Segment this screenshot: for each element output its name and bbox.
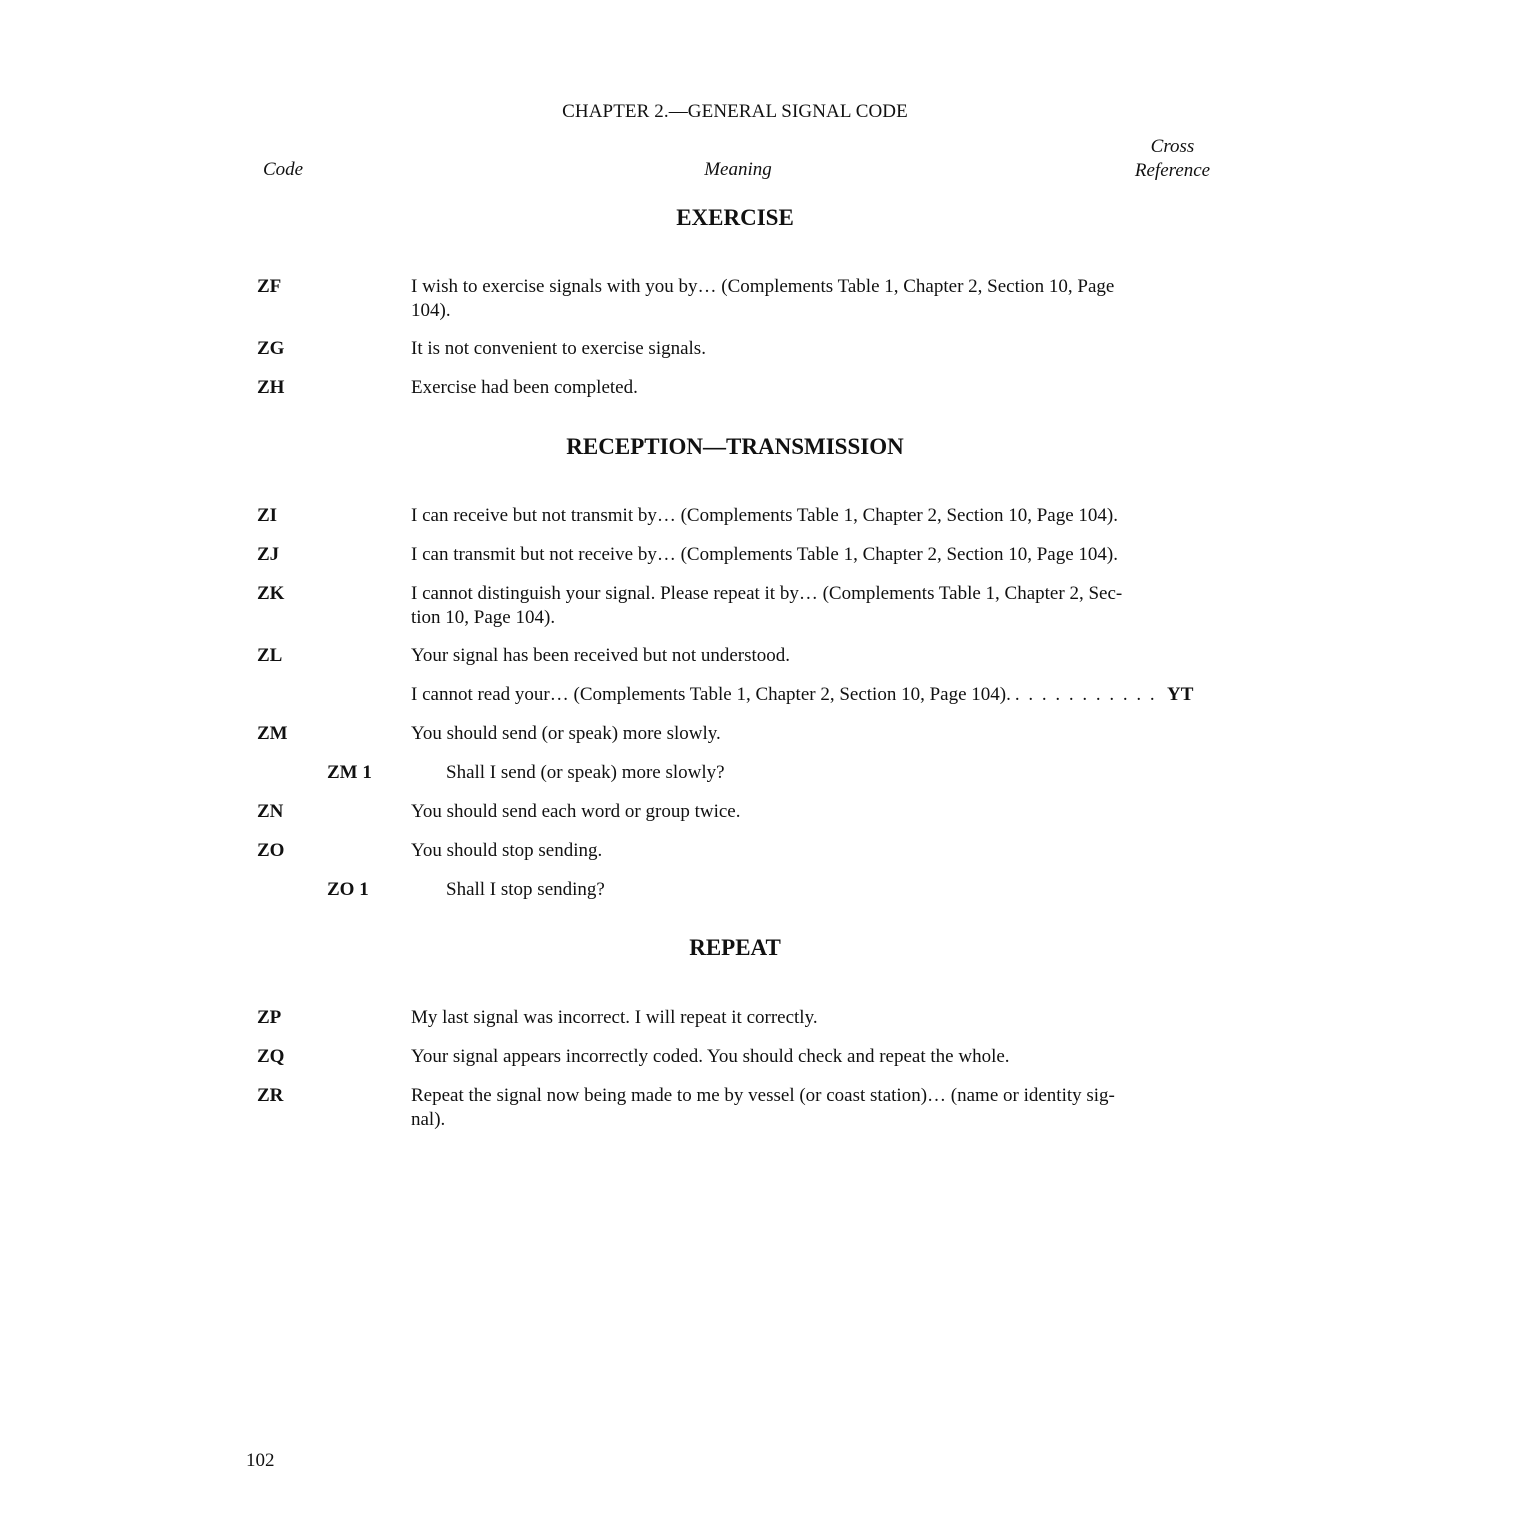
signal-code: ZO 1	[327, 879, 369, 900]
signal-meaning: My last signal was incorrect. I will repeat it correctly.	[411, 1007, 818, 1028]
signal-meaning: Exercise had been completed.	[411, 377, 638, 398]
signal-code: ZO	[257, 840, 285, 861]
signal-code: ZJ	[257, 544, 280, 565]
signal-meaning: Your signal appears incorrectly coded. You should check and repeat the whole.	[411, 1046, 1010, 1067]
signal-code: ZL	[257, 645, 283, 666]
column-header-code: Code	[263, 159, 304, 180]
signal-meaning: I cannot distinguish your signal. Please repeat it by… (Complements Table 1, Chapter 2, Sec-tion 10, Page 104).	[411, 583, 1123, 628]
signal-meaning: You should send each word or group twice.	[411, 801, 741, 822]
signal-meaning: Repeat the signal now being made to me by vessel (or coast station)… (name or identity sig-nal).	[411, 1085, 1115, 1130]
signal-code: ZQ	[257, 1046, 285, 1067]
signal-code: ZP	[257, 1007, 282, 1028]
section-heading-exercise: EXERCISE	[676, 205, 794, 230]
signal-code: ZM 1	[327, 762, 372, 783]
signal-meaning: You should stop sending.	[411, 840, 603, 861]
signal-meaning: Shall I send (or speak) more slowly?	[446, 762, 725, 783]
cross-reference-code: YT	[1167, 684, 1194, 705]
dot-leader: . . . . . . . . . . .	[1014, 684, 1157, 705]
signal-meaning: You should send (or speak) more slowly.	[411, 723, 721, 744]
signal-meaning: I can receive but not transmit by… (Complements Table 1, Chapter 2, Section 10, Page 104).	[411, 505, 1118, 526]
signal-code: ZN	[257, 801, 284, 822]
cross-reference-line-2: Reference	[1134, 160, 1211, 181]
signal-meaning-text: I cannot read your… (Complements Table 1, Chapter 2, Section 10, Page 104).	[411, 684, 1011, 705]
signal-meaning	[411, 683, 1157, 707]
signal-code: ZM	[257, 723, 288, 744]
cross-reference-line-1: Cross	[1150, 136, 1195, 157]
signal-meaning: It is not convenient to exercise signals.	[411, 338, 706, 359]
page-number: 102	[246, 1450, 275, 1471]
chapter-title: CHAPTER 2.—GENERAL SIGNAL CODE	[562, 101, 908, 122]
signal-code: ZF	[257, 276, 282, 297]
signal-code: ZH	[257, 377, 285, 398]
signal-code: ZK	[257, 583, 285, 604]
column-header-cross-reference	[1110, 135, 1235, 183]
signal-meaning: Your signal has been received but not understood.	[411, 645, 791, 666]
signal-code: ZG	[257, 338, 285, 359]
section-heading-repeat: REPEAT	[689, 935, 781, 960]
section-heading-reception-transmission: RECEPTION—TRANSMISSION	[566, 434, 904, 459]
column-header-meaning: Meaning	[704, 159, 772, 180]
signal-code: ZR	[257, 1085, 284, 1106]
signal-code: ZI	[257, 505, 278, 526]
signal-meaning: Shall I stop sending?	[446, 879, 605, 900]
signal-meaning: I can transmit but not receive by… (Complements Table 1, Chapter 2, Section 10, Page 104).	[411, 544, 1118, 565]
signal-meaning: I wish to exercise signals with you by… (Complements Table 1, Chapter 2, Section 10, Page 104).	[411, 276, 1115, 321]
